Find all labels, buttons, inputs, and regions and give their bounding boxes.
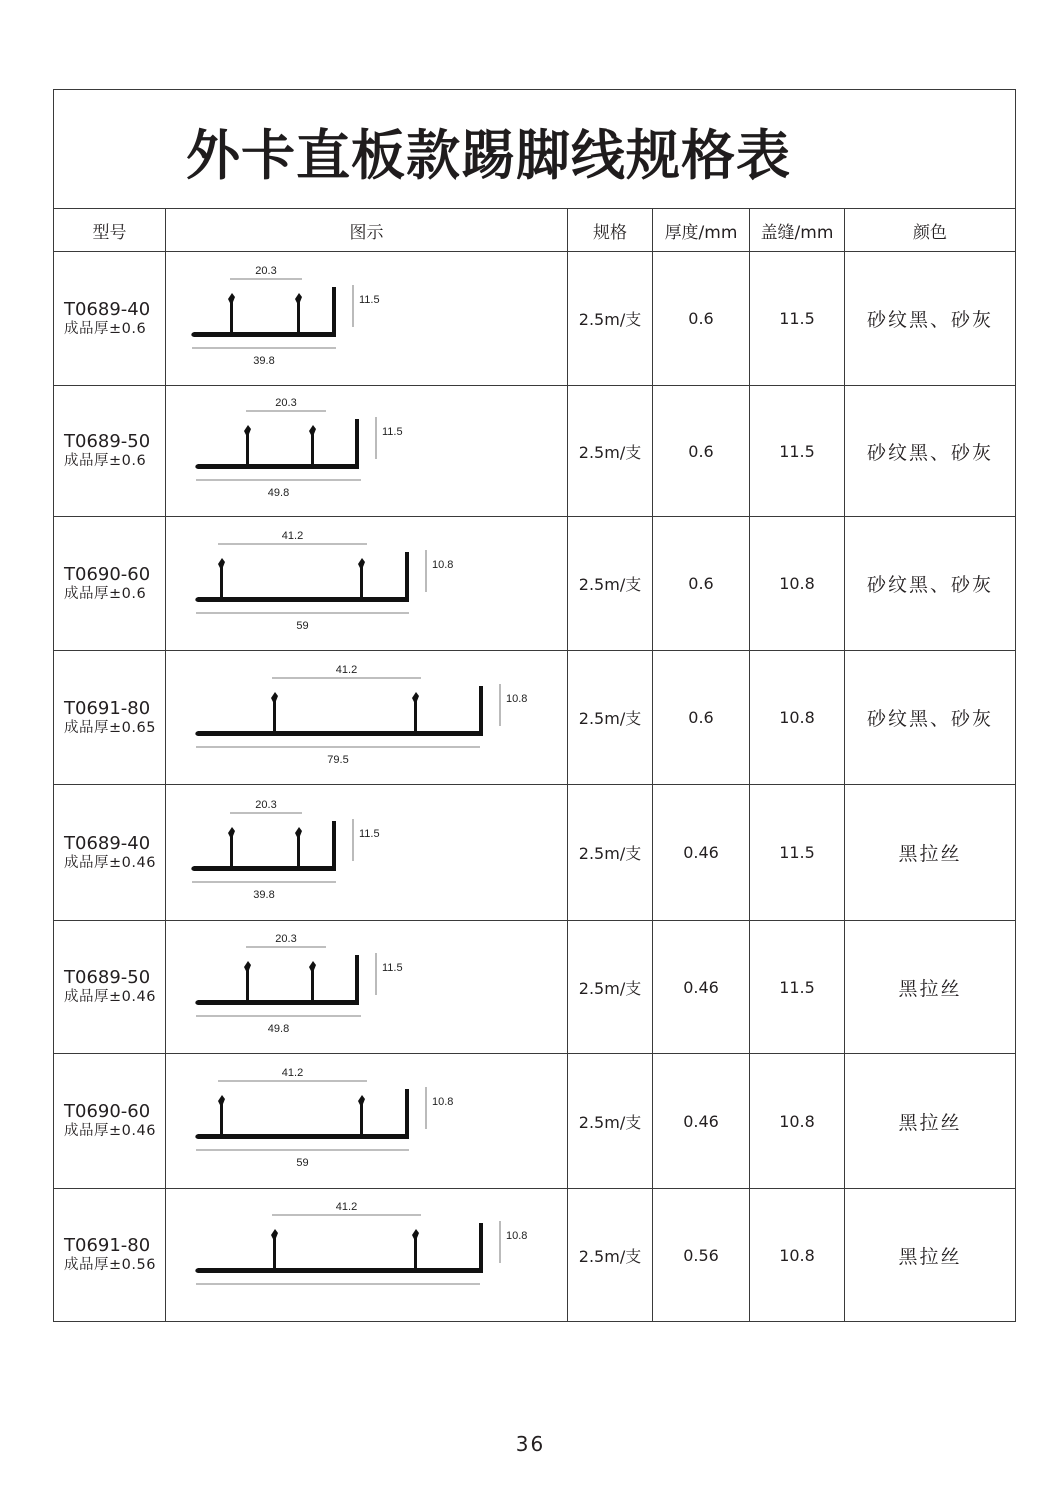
thickness-tolerance: 成品厚±0.65	[64, 719, 156, 736]
thickness-tolerance: 成品厚±0.46	[64, 989, 156, 1005]
width-dimension-label: 79.5	[327, 753, 349, 766]
thickness-value-cell	[653, 1054, 750, 1189]
model-number: T0689-40	[64, 298, 151, 320]
profile-clip	[218, 558, 225, 598]
model-number: T0689-50	[64, 431, 151, 452]
profile-base	[195, 1223, 483, 1273]
thickness-tolerance: 成品厚±0.6	[64, 320, 147, 337]
spec-value-cell	[568, 1054, 653, 1189]
profile-base	[195, 686, 483, 736]
width-dimension-label: 59	[296, 619, 309, 632]
height-dimension-label: 10.8	[432, 558, 454, 571]
cover-value-cell	[750, 517, 845, 651]
diagram-cell	[166, 1189, 568, 1322]
cover-value: 10.8	[779, 1111, 815, 1131]
color-value: 砂纹黑、砂灰	[866, 574, 993, 596]
color-value-cell	[845, 1189, 1016, 1322]
width-dimension-label: 39.8	[253, 888, 275, 901]
profile-clip	[271, 1229, 278, 1269]
color-value: 黑拉丝	[898, 1245, 962, 1268]
profile-clip	[309, 425, 316, 465]
thickness-value: 0.6	[688, 708, 714, 727]
profile-diagram	[166, 923, 568, 1051]
model-number: T0689-40	[64, 832, 151, 854]
inner-dimension-label: 41.2	[335, 1201, 358, 1213]
inner-dimension-label: 41.2	[281, 1067, 304, 1079]
thickness-value-cell	[653, 651, 750, 785]
profile-clip	[295, 827, 302, 867]
inner-dimension-label: 20.3	[275, 933, 297, 945]
model-cell	[54, 386, 166, 517]
profile-clip	[412, 692, 419, 732]
profile-base	[195, 419, 359, 469]
model-cell	[54, 1054, 166, 1189]
spec-value-cell	[568, 1189, 653, 1322]
diagram-cell	[166, 921, 568, 1054]
color-value-cell	[845, 921, 1016, 1054]
profile-clip	[309, 961, 316, 1001]
spec-value: 2.5m/支	[578, 310, 642, 329]
thickness-value-cell	[653, 252, 750, 386]
spec-row	[54, 386, 1016, 517]
spec-row	[54, 651, 1016, 785]
cover-value-cell	[750, 651, 845, 785]
spec-row	[54, 1054, 1016, 1189]
cover-value: 10.8	[779, 1245, 815, 1265]
inner-dimension-label: 41.2	[335, 663, 358, 676]
header-row	[54, 209, 1016, 252]
profile-clip	[218, 1095, 225, 1135]
cover-value-cell	[750, 921, 845, 1054]
spec-table	[53, 89, 1016, 1322]
thickness-value: 0.6	[688, 441, 714, 461]
spec-value: 2.5m/支	[578, 709, 642, 728]
model-cell	[54, 785, 166, 921]
color-value-cell	[845, 785, 1016, 921]
diagram-cell	[166, 386, 568, 517]
color-value: 砂纹黑、砂灰	[866, 309, 993, 331]
profile-base	[195, 1089, 409, 1139]
thickness-tolerance: 成品厚±0.6	[64, 585, 147, 602]
color-value-cell	[845, 386, 1016, 517]
height-dimension-label: 11.5	[382, 962, 403, 974]
profile-diagram	[166, 387, 568, 515]
thickness-value-cell	[653, 921, 750, 1054]
width-dimension-label: 39.8	[253, 354, 275, 367]
height-dimension-label: 10.8	[506, 692, 528, 705]
profile-clip	[228, 293, 235, 333]
profile-clip	[228, 827, 235, 867]
profile-base	[191, 287, 336, 337]
profile-diagram	[166, 520, 568, 648]
cover-value: 10.8	[779, 708, 815, 727]
header-diagram: 图示	[166, 209, 568, 252]
page-title: 外卡直板款踢脚线规格表	[186, 123, 791, 187]
cover-value: 11.5	[779, 977, 815, 997]
header-color: 颜色	[845, 209, 1016, 252]
cover-value-cell	[750, 785, 845, 921]
color-value: 黑拉丝	[898, 1111, 962, 1134]
inner-dimension-label: 41.2	[281, 529, 304, 542]
cover-value: 11.5	[779, 843, 815, 862]
profile-diagram	[166, 255, 568, 383]
title-cell	[54, 90, 1016, 209]
profile-diagram	[166, 654, 568, 782]
color-value: 黑拉丝	[898, 843, 962, 865]
cover-value: 11.5	[779, 441, 815, 461]
width-dimension-label: 59	[296, 1157, 309, 1169]
thickness-tolerance: 成品厚±0.46	[64, 854, 156, 871]
cover-value-cell	[750, 386, 845, 517]
spec-row	[54, 1189, 1016, 1322]
color-value-cell	[845, 252, 1016, 386]
diagram-cell	[166, 1054, 568, 1189]
spec-value-cell	[568, 386, 653, 517]
thickness-tolerance: 成品厚±0.56	[64, 1257, 156, 1273]
spec-row	[54, 517, 1016, 651]
inner-dimension-label: 20.3	[275, 397, 297, 409]
thickness-tolerance: 成品厚±0.6	[64, 453, 147, 469]
profile-diagram	[166, 789, 568, 917]
model-cell	[54, 921, 166, 1054]
model-cell	[54, 651, 166, 785]
model-cell	[54, 252, 166, 386]
spec-value: 2.5m/支	[578, 1112, 642, 1132]
profile-clip	[358, 558, 365, 598]
model-number: T0690-60	[64, 1101, 151, 1122]
spec-value: 2.5m/支	[578, 442, 642, 462]
header-spec: 规格	[568, 209, 653, 252]
diagram-cell	[166, 651, 568, 785]
thickness-value-cell	[653, 386, 750, 517]
model-cell	[54, 1189, 166, 1322]
spec-value-cell	[568, 517, 653, 651]
spec-value-cell	[568, 785, 653, 921]
header-cover: 盖缝/mm	[750, 209, 845, 252]
spec-value: 2.5m/支	[578, 1246, 642, 1266]
spec-value-cell	[568, 651, 653, 785]
profile-base	[195, 552, 409, 602]
color-value-cell	[845, 1054, 1016, 1189]
profile-clip	[358, 1095, 365, 1135]
model-cell	[54, 517, 166, 651]
profile-clip	[412, 1229, 419, 1269]
spec-row	[54, 785, 1016, 921]
cover-value: 10.8	[779, 574, 815, 593]
thickness-value-cell	[653, 1189, 750, 1322]
height-dimension-label: 11.5	[382, 426, 403, 438]
color-value: 砂纹黑、砂灰	[866, 708, 993, 730]
cover-value: 11.5	[779, 309, 815, 328]
spec-value: 2.5m/支	[578, 978, 642, 998]
thickness-value: 0.56	[683, 1245, 719, 1265]
width-dimension-label: 49.8	[267, 487, 290, 499]
diagram-cell	[166, 517, 568, 651]
profile-base	[191, 821, 336, 871]
height-dimension-label: 10.8	[506, 1230, 528, 1242]
spec-value: 2.5m/支	[578, 844, 642, 863]
diagram-cell	[166, 252, 568, 386]
profile-clip	[244, 425, 251, 465]
profile-clip	[295, 293, 302, 333]
spec-value-cell	[568, 252, 653, 386]
color-value: 砂纹黑、砂灰	[866, 441, 993, 464]
model-number: T0689-50	[64, 967, 151, 988]
height-dimension-label: 11.5	[359, 827, 380, 840]
page-number: 36	[515, 1432, 546, 1456]
thickness-value: 0.6	[688, 574, 714, 593]
inner-dimension-label: 20.3	[255, 798, 277, 811]
thickness-value: 0.6	[688, 309, 714, 328]
cover-value-cell	[750, 1054, 845, 1189]
thickness-tolerance: 成品厚±0.46	[64, 1123, 156, 1139]
thickness-value-cell	[653, 785, 750, 921]
model-number: T0691-80	[64, 1235, 151, 1256]
height-dimension-label: 11.5	[359, 293, 380, 306]
profile-diagram	[166, 1191, 568, 1319]
width-dimension-label: 49.8	[267, 1023, 290, 1035]
header-thickness: 厚度/mm	[653, 209, 750, 252]
color-value: 黑拉丝	[898, 977, 962, 1000]
cover-value-cell	[750, 1189, 845, 1322]
inner-dimension-label: 20.3	[255, 264, 277, 277]
height-dimension-label: 10.8	[432, 1096, 454, 1108]
header-model: 型号	[54, 209, 166, 252]
cover-value-cell	[750, 252, 845, 386]
color-value-cell	[845, 517, 1016, 651]
profile-base	[195, 955, 359, 1005]
thickness-value: 0.46	[683, 977, 719, 997]
spec-row	[54, 252, 1016, 386]
profile-diagram	[166, 1057, 568, 1185]
thickness-value-cell	[653, 517, 750, 651]
spec-row	[54, 921, 1016, 1054]
thickness-value: 0.46	[683, 843, 719, 862]
model-number: T0691-80	[64, 697, 151, 719]
profile-clip	[271, 692, 278, 732]
thickness-value: 0.46	[683, 1111, 719, 1131]
color-value-cell	[845, 651, 1016, 785]
spec-value: 2.5m/支	[578, 575, 642, 594]
spec-value-cell	[568, 921, 653, 1054]
model-number: T0690-60	[64, 563, 151, 585]
diagram-cell	[166, 785, 568, 921]
profile-clip	[244, 961, 251, 1001]
